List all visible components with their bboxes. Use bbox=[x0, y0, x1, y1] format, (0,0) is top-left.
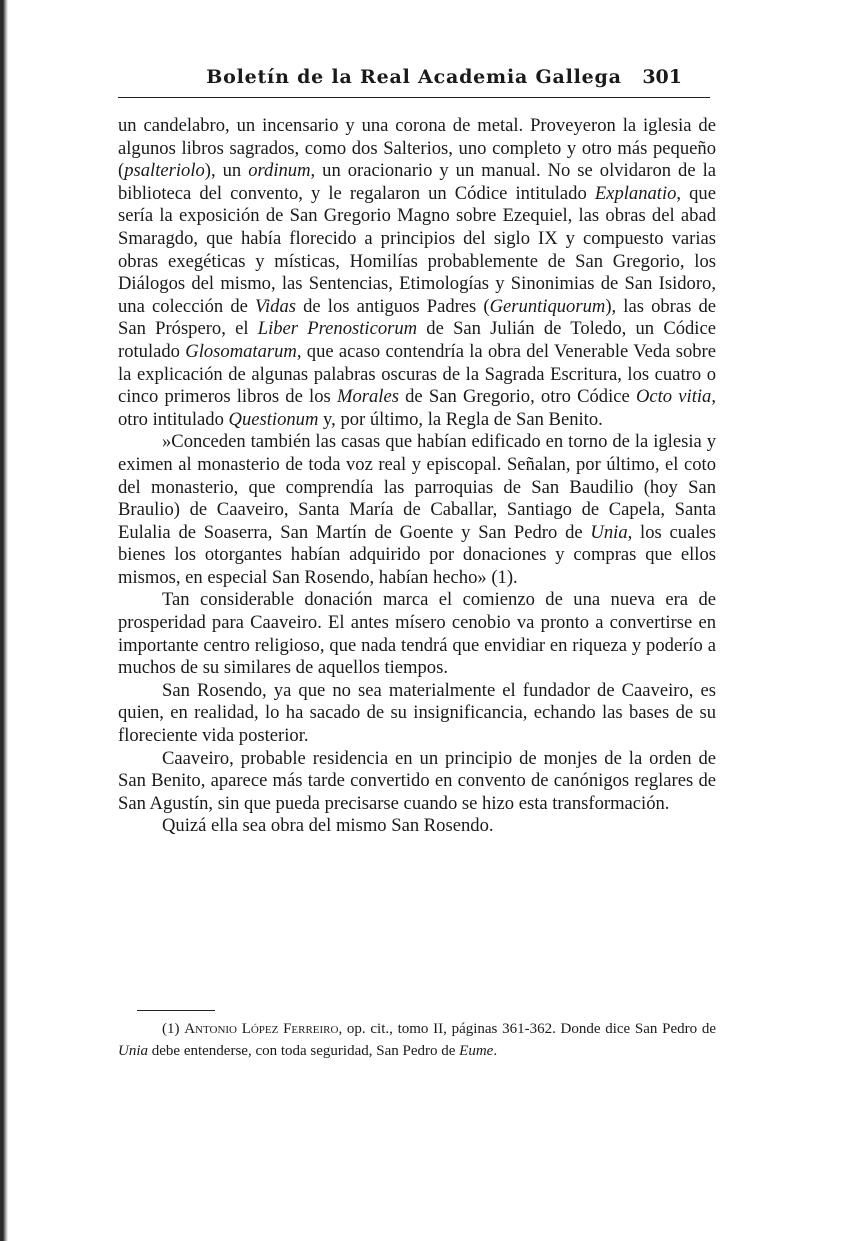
text-run: , un oracionario y un manual. No se olvidaron de la biblioteca del convento, y le regalaron un Códice intitulado bbox=[118, 160, 716, 204]
italic-text: Unia bbox=[118, 1043, 148, 1059]
body-text bbox=[118, 115, 716, 838]
italic-text: Vidas bbox=[255, 295, 296, 317]
text-run: Quizá ella sea obra del mismo San Rosendo. bbox=[162, 815, 494, 837]
text-run: ), las obras de San Próspero, el bbox=[118, 295, 717, 340]
text-run: un candelabro, un incensario y una corona de metal. Proveyeron la iglesia de algunos libros sagrados, como dos Salterios, uno completo y otro más pequeño ( bbox=[118, 115, 716, 182]
binding-edge bbox=[0, 0, 8, 1241]
italic-text: Morales bbox=[336, 386, 399, 408]
italic-text: Explanatio bbox=[594, 182, 677, 204]
italic-text: Geruntiquorum bbox=[489, 295, 606, 317]
small-caps-text: Antonio López Ferreiro bbox=[184, 1021, 339, 1037]
text-run: . bbox=[493, 1043, 498, 1059]
text-run: , que acaso contendría la obra del Venerable Veda sobre la explicación de algunas palabras oscuras de la Sagrada Escritura, los cuatro o cinco primeros libros de los bbox=[118, 340, 716, 408]
paragraph bbox=[118, 431, 716, 589]
text-run: de los antiguos Padres ( bbox=[295, 295, 490, 317]
italic-text: Questionum bbox=[228, 408, 319, 430]
text-run: de San Julián de Toledo, un Códice rotulado bbox=[118, 318, 716, 362]
italic-text: Octo vitia bbox=[635, 386, 712, 408]
text-run: Caaveiro, probable residencia en un principio de monjes de la orden de San Benito, aparece más tarde convertido en convento de canónigos reglares de San Agustín, sin que pueda precisarse cuando se hizo esta transformación. bbox=[118, 747, 716, 814]
paragraph bbox=[118, 115, 716, 431]
text-run: y, por último, la Regla de San Benito. bbox=[318, 408, 603, 430]
text-run: , que sería la exposición de San Gregorio Magno sobre Ezequiel, las obras del abad Smaragdo, que había florecido a principios del siglo IX y compuesto varias obras exegéticas y místicas, Homilías probablemente de San Gregorio, los Diálogos del mismo, las Sentencias, Etimologías y Sinonimias de San Isidoro, una colección de bbox=[118, 182, 716, 317]
text-run: , los cuales bienes los otorgantes habían adquirido por donaciones y compras que ellos mismos, en especial San Rosendo, habían hecho» (1). bbox=[118, 521, 716, 588]
paragraph bbox=[118, 748, 716, 816]
italic-text: Eume bbox=[459, 1043, 494, 1059]
italic-text: Unia bbox=[590, 521, 628, 543]
italic-text: psalteriolo bbox=[124, 160, 205, 182]
text-run: debe entenderse, con toda seguridad, San Pedro de bbox=[148, 1043, 460, 1059]
text-run: , otro intitulado bbox=[118, 386, 716, 430]
text-run: (1) bbox=[162, 1021, 185, 1037]
footnote-rule bbox=[137, 1010, 215, 1011]
text-run: , op. cit., tomo II, páginas 361-362. Donde dice San Pedro de bbox=[338, 1021, 716, 1037]
page-number: 301 bbox=[642, 66, 682, 88]
text-run: Tan considerable donación marca el comienzo de una nueva era de prosperidad para Caaveiro. El antes mísero cenobio va pronto a convertirse en importante centro religioso, que nada tendrá que envidiar en riqueza y poderío a muchos de su similares de aquellos tiempos. bbox=[118, 589, 716, 679]
paragraph bbox=[118, 589, 716, 679]
footnote-text bbox=[118, 1018, 716, 1062]
page-header bbox=[118, 64, 710, 98]
paragraph bbox=[118, 815, 716, 838]
header-rule bbox=[118, 97, 710, 98]
paragraph bbox=[118, 680, 716, 748]
italic-text: Glosomatarum bbox=[185, 340, 297, 362]
text-run: ), un bbox=[204, 160, 249, 182]
text-run: »Conceden también las casas que habían edificado en torno de la iglesia y eximen al monasterio de toda voz real y episcopal. Señalan, por último, el coto del monasterio, que comprendía las parroquias de San Baudilio (hoy San Braulio) de Caaveiro, Santa María de Caballar, Santiago de Capela, Santa Eulalia de Soaserra, San Martín de Goente y San Pedro de bbox=[118, 431, 716, 543]
footnote bbox=[118, 1018, 716, 1062]
text-run: San Rosendo, ya que no sea materialmente el fundador de Caaveiro, es quien, en realidad, lo ha sacado de su insignificancia, echando las bases de su floreciente vida posterior. bbox=[118, 679, 716, 747]
running-title: Boletín de la Real Academia Gallega bbox=[206, 66, 622, 88]
italic-text: Liber Prenosticorum bbox=[257, 318, 418, 340]
text-run: de San Gregorio, otro Códice bbox=[398, 386, 636, 408]
italic-text: ordinum bbox=[248, 160, 311, 182]
